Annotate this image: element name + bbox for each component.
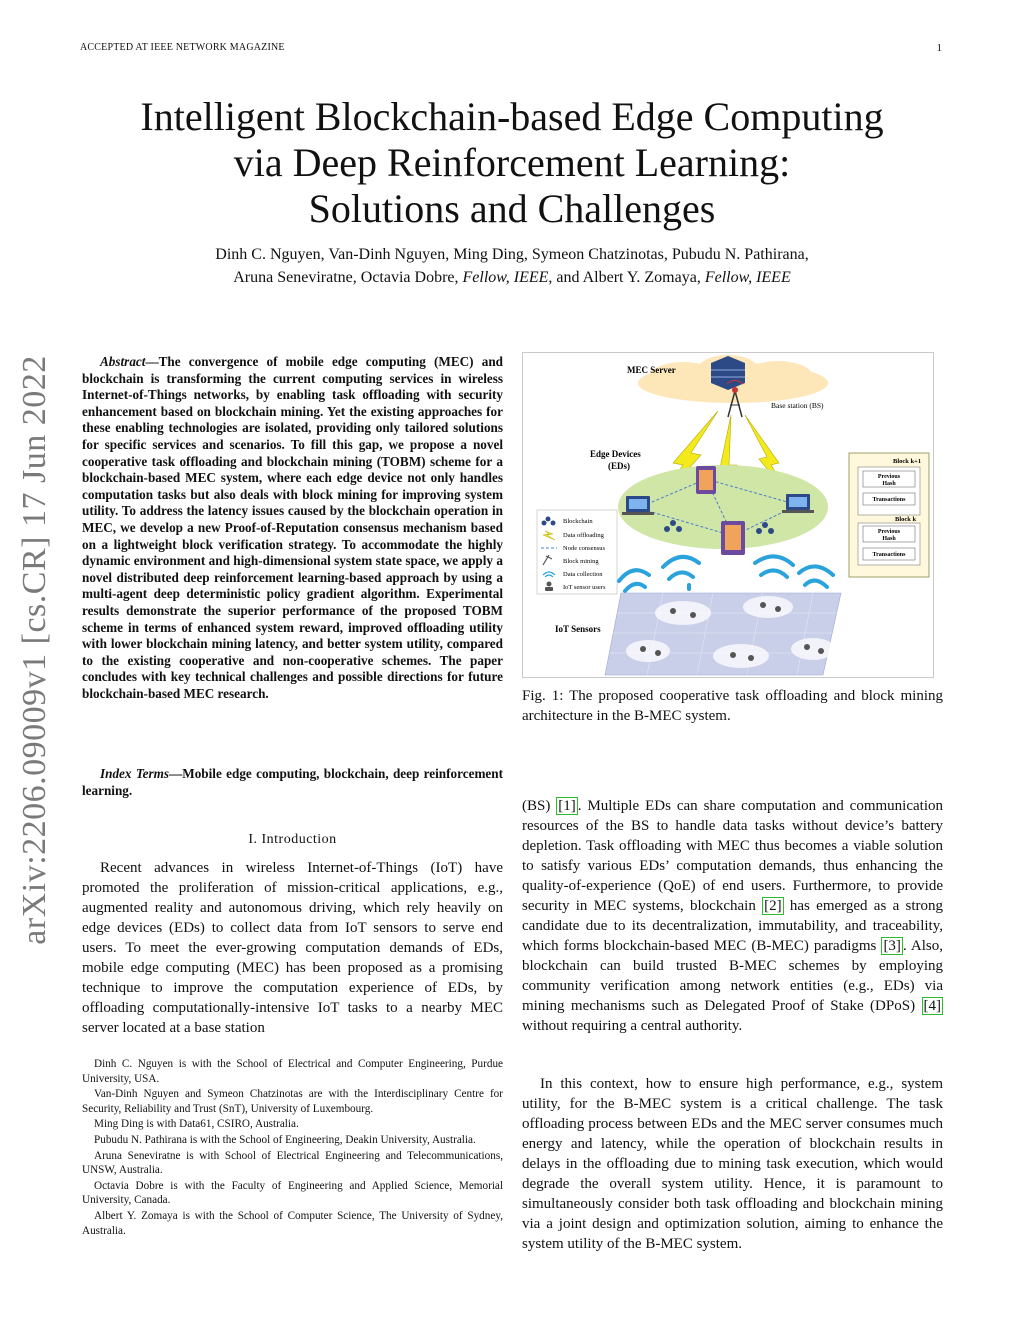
- footnote: Van-Dinh Nguyen and Symeon Chatzinotas are with the Interdisciplinary Centre for Security, Reliability and Trust (SnT), University of Luxembourg.: [82, 1088, 503, 1115]
- abstract-label: Abstract: [100, 354, 146, 369]
- base-station-label: Base station (BS): [771, 401, 824, 410]
- fellow-ieee-1: Fellow, IEEE: [462, 269, 549, 286]
- text-run: . Multiple EDs can share computation and communication resources of the BS to handle data tasks without device’s battery depletion. Task offloading with MEC thus becomes a viable solution to satisfy various EDs’ computation demands, thus enhancing the quality-of-experience (QoE) of end users. Furthermore, to provide security in MEC systems, blockchain: [522, 798, 943, 914]
- authors-line-2: [60, 266, 964, 289]
- iot-sensor-plane: [605, 593, 841, 675]
- citation-link-4[interactable]: [4]: [923, 998, 941, 1014]
- citation-link-3[interactable]: [3]: [883, 938, 901, 954]
- footnote: Octavia Dobre is with the Faculty of Engineering and Applied Science, Memorial University, Canada.: [82, 1179, 503, 1207]
- previous-hash-label: Hash: [882, 481, 896, 487]
- section-heading-introduction: I. Introduction: [248, 832, 337, 847]
- footnote: Ming Ding is with Data61, CSIRO, Australia.: [94, 1118, 299, 1131]
- index-terms-label: Index Terms: [100, 766, 170, 781]
- block-k1-label: Block k+1: [893, 458, 922, 465]
- legend-item: IoT sensor users: [563, 584, 606, 591]
- footnote: Dinh C. Nguyen is with the School of Electrical and Computer Engineering, Purdue University, USA.: [82, 1058, 503, 1085]
- text-run: (BS): [522, 798, 557, 814]
- legend-item: Data offloading: [563, 532, 604, 539]
- previous-hash-label: Previous: [877, 529, 901, 535]
- arxiv-stamp: [0, 355, 70, 945]
- server-icon: [711, 356, 745, 390]
- laptop-icon: [622, 496, 654, 515]
- authors-part-a: Aruna Seneviratne, Octavia Dobre,: [233, 269, 463, 286]
- authors-part-b: , and Albert Y. Zomaya,: [548, 269, 705, 286]
- data-collection-waves: [619, 556, 833, 591]
- title-line-2: via Deep Reinforcement Learning:: [233, 140, 791, 185]
- title-line-3: Solutions and Challenges: [308, 186, 716, 231]
- index-terms-text: —Mobile edge computing, blockchain, deep reinforcement learning.: [82, 766, 504, 798]
- fellow-ieee-2: Fellow, IEEE: [704, 269, 791, 286]
- citation-link-2[interactable]: [2]: [764, 898, 782, 914]
- author-list: [60, 243, 964, 289]
- text-run: . Also, blockchain can build trusted B-MEC schemes by employing community verification among network entities (e.g., EDs) via mining mechanisms such as Delegated Proof of Stake (DPoS): [522, 938, 944, 1014]
- author-footnotes: [82, 1057, 503, 1239]
- architecture-diagram: [523, 353, 933, 677]
- running-header: ACCEPTED AT IEEE NETWORK MAGAZINE: [80, 42, 285, 53]
- legend-item: Block mining: [563, 558, 599, 565]
- index-terms: [82, 766, 503, 799]
- page-number: 1: [936, 42, 942, 54]
- legend-item: Data collection: [563, 571, 603, 578]
- authors-line-1: Dinh C. Nguyen, Van-Dinh Nguyen, Ming Ding, Symeon Chatzinotas, Pubudu N. Pathirana,: [215, 246, 809, 263]
- figure-1: [522, 352, 934, 678]
- legend-item: Node consensus: [563, 545, 606, 552]
- paper-title: [60, 94, 964, 232]
- iot-sensors-label: IoT Sensors: [555, 624, 601, 634]
- legend: [537, 510, 617, 594]
- transactions-label: Transactions: [872, 497, 906, 503]
- intro-paragraph-continued: [522, 796, 943, 1036]
- footnote: Aruna Seneviratne is with School of Electrical Engineering and Telecommunications, UNSW, Australia.: [82, 1149, 503, 1177]
- tablet-icon: [696, 466, 716, 494]
- edge-devices-label-abbr: (EDs): [608, 461, 630, 471]
- text-run: has emerged as a strong candidate due to its decentralization, immutability, and traceability, which forms blockchain-based MEC (B-MEC) paradigms: [522, 898, 944, 954]
- arxiv-id[interactable]: arXiv:2206.09009v1 [cs.CR] 17 Jun 2022: [16, 355, 53, 945]
- context-paragraph: In this context, how to ensure high performance, e.g., system utility, for the B-MEC system is a critical challenge. The task offloading process between EDs and the MEC server consumes much energy and latency, while the operation of blockchain results in delays in the offloading due to mining task execution, which would degrade the overall system utility. Hence, it is paramount to simultaneously consider both task offloading and blockchain mining via a joint design and optimization solution, aiming to enhance the system utility of the B-MEC system.: [522, 1076, 943, 1252]
- title-line-1: Intelligent Blockchain-based Edge Computing: [140, 94, 884, 139]
- edge-devices-label: Edge Devices: [590, 449, 641, 459]
- footnote: Albert Y. Zomaya is with the School of Computer Science, The University of Sydney, Australia.: [82, 1209, 503, 1237]
- mec-server-label: MEC Server: [627, 365, 676, 375]
- block-k-label: Block k: [895, 516, 917, 523]
- footnote: Pubudu N. Pathirana is with the School of Engineering, Deakin University, Australia.: [94, 1133, 476, 1146]
- introduction-paragraph: Recent advances in wireless Internet-of-Things (IoT) have promoted the proliferation of mission-critical applications, e.g., augmented reality and autonomous driving, which rely heavily on edge devices (EDs) to collect data from IoT sensors to serve end users. To meet the ever-growing computation demands of EDs, mobile edge computing (MEC) has been proposed as a promising technique to improve the computation experience of EDs, by offloading computationally-intensive IoT tasks to a nearby MEC server located at a base station: [82, 860, 503, 1036]
- laptop-icon: [782, 494, 814, 513]
- text-run: without requiring a central authority.: [522, 1018, 743, 1034]
- legend-item: Blockchain: [563, 518, 593, 525]
- previous-hash-label: Previous: [877, 474, 901, 480]
- abstract: [82, 354, 503, 702]
- tablet-icon: [721, 521, 745, 555]
- figure-1-caption: Fig. 1: The proposed cooperative task offloading and block mining architecture in the B-MEC system.: [522, 688, 943, 724]
- transactions-label: Transactions: [872, 552, 906, 558]
- previous-hash-label: Hash: [882, 536, 896, 542]
- blockchain-structure: [849, 453, 929, 577]
- abstract-text: —The convergence of mobile edge computing (MEC) and blockchain is transforming the current computing services in wireless Internet-of-Things networks, by enabling task offloading with security enhancement based on blockchain mining. Yet the existing approaches for these enabling technologies are isolated, providing only tailored solutions for specific services and scenarios. To fill this gap, we propose a novel cooperative task offloading and blockchain mining (TOBM) scheme for a blockchain-based MEC system, where each edge device not only handles computation tasks but also deals with block mining for improving system utility. To address the latency issues caused by the blockchain operation in MEC, we develop a new Proof-of-Reputation consensus mechanism based on a lightweight block verification strategy. To accommodate the highly dynamic environment and high-dimensional system state space, we apply a novel distributed deep reinforcement learning-based approach by using a multi-agent deep deterministic policy gradient algorithm. Experimental results demonstrate the superior performance of the proposed TOBM scheme in terms of enhanced system reward, improved offloading utility with lower blockchain mining latency, and better system utility, compared to the existing cooperative and non-cooperative schemes. The paper concludes with key technical challenges and possible directions for future blockchain-based MEC research.: [82, 354, 503, 701]
- citation-link-1[interactable]: [1]: [558, 798, 576, 814]
